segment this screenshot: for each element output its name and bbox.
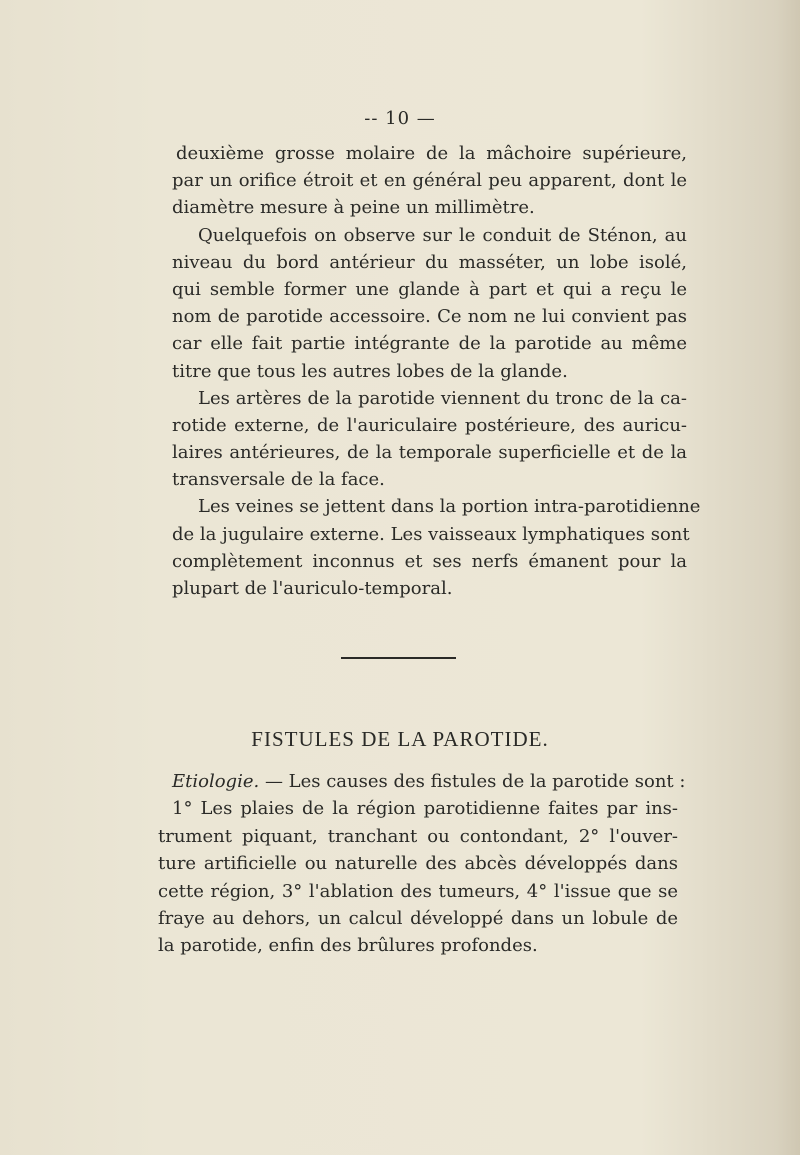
text-line: par un orifice étroit et en général peu apparent, dont le (172, 170, 687, 192)
text-line: rotide externe, de l'auriculaire postérieure, des auricu- (172, 414, 687, 436)
text-line: qui semble former une glande à part et qui a reçu le (172, 278, 687, 300)
text-line: Les veines se jettent dans la portion intra-parotidienne (198, 496, 701, 518)
text-line: la parotide, enfin des brûlures profondes. (158, 935, 538, 957)
text-line: car elle fait partie intégrante de la parotide au même (172, 333, 687, 355)
text-line: de la jugulaire externe. Les vaisseaux lymphatiques sont (172, 523, 690, 545)
text-line: niveau du bord antérieur du masséter, un lobe isolé, (172, 251, 687, 273)
paragraph-3 (172, 385, 687, 494)
text-line: nom de parotide accessoire. Ce nom ne lui convient pas (172, 306, 687, 328)
etiology-label: Etiologie. (172, 771, 260, 792)
paragraph-2 (172, 222, 687, 385)
text-line: transversale de la face. (172, 469, 385, 491)
text-line: plupart de l'auriculo-temporal. (172, 578, 453, 599)
text-line: cette région, 3° l'ablation des tumeurs, 4° l'issue que se (158, 880, 678, 902)
text-line: titre que tous les autres lobes de la glande. (172, 360, 568, 382)
text-line: fraye au dehors, un calcul développé dans un lobule de (158, 907, 678, 929)
body-text-top (172, 140, 701, 602)
text-line: Les artères de la parotide viennent du tronc de la ca- (198, 387, 687, 409)
text-line: laires antérieures, de la temporale superficielle et de la (172, 442, 687, 464)
paragraph-1 (172, 140, 687, 222)
text-line: complètement inconnus et ses nerfs émanent pour la (172, 550, 687, 572)
paragraph-4 (172, 493, 701, 602)
text-line: deuxième grosse molaire de la mâchoire supérieure, (176, 143, 687, 164)
etiology-intro: — Les causes des fistules de la parotide sont : (259, 771, 686, 792)
text-line: ture artificielle ou naturelle des abcès développés dans (158, 853, 678, 875)
text-line: trument piquant, tranchant ou contondant, 2° l'ouver- (158, 825, 678, 847)
text-line: 1° Les plaies de la région parotidienne faites par ins- (172, 798, 678, 820)
body-text-etiology (158, 768, 686, 960)
section-heading: FISTULES DE LA PAROTIDE. (251, 727, 549, 751)
page-number: -- 10 — (364, 108, 436, 129)
text-line: diamètre mesure à peine un millimètre. (172, 197, 535, 219)
text-line (172, 768, 686, 795)
text-line: Quelquefois on observe sur le conduit de Sténon, au (198, 224, 687, 246)
section-divider (341, 657, 456, 659)
